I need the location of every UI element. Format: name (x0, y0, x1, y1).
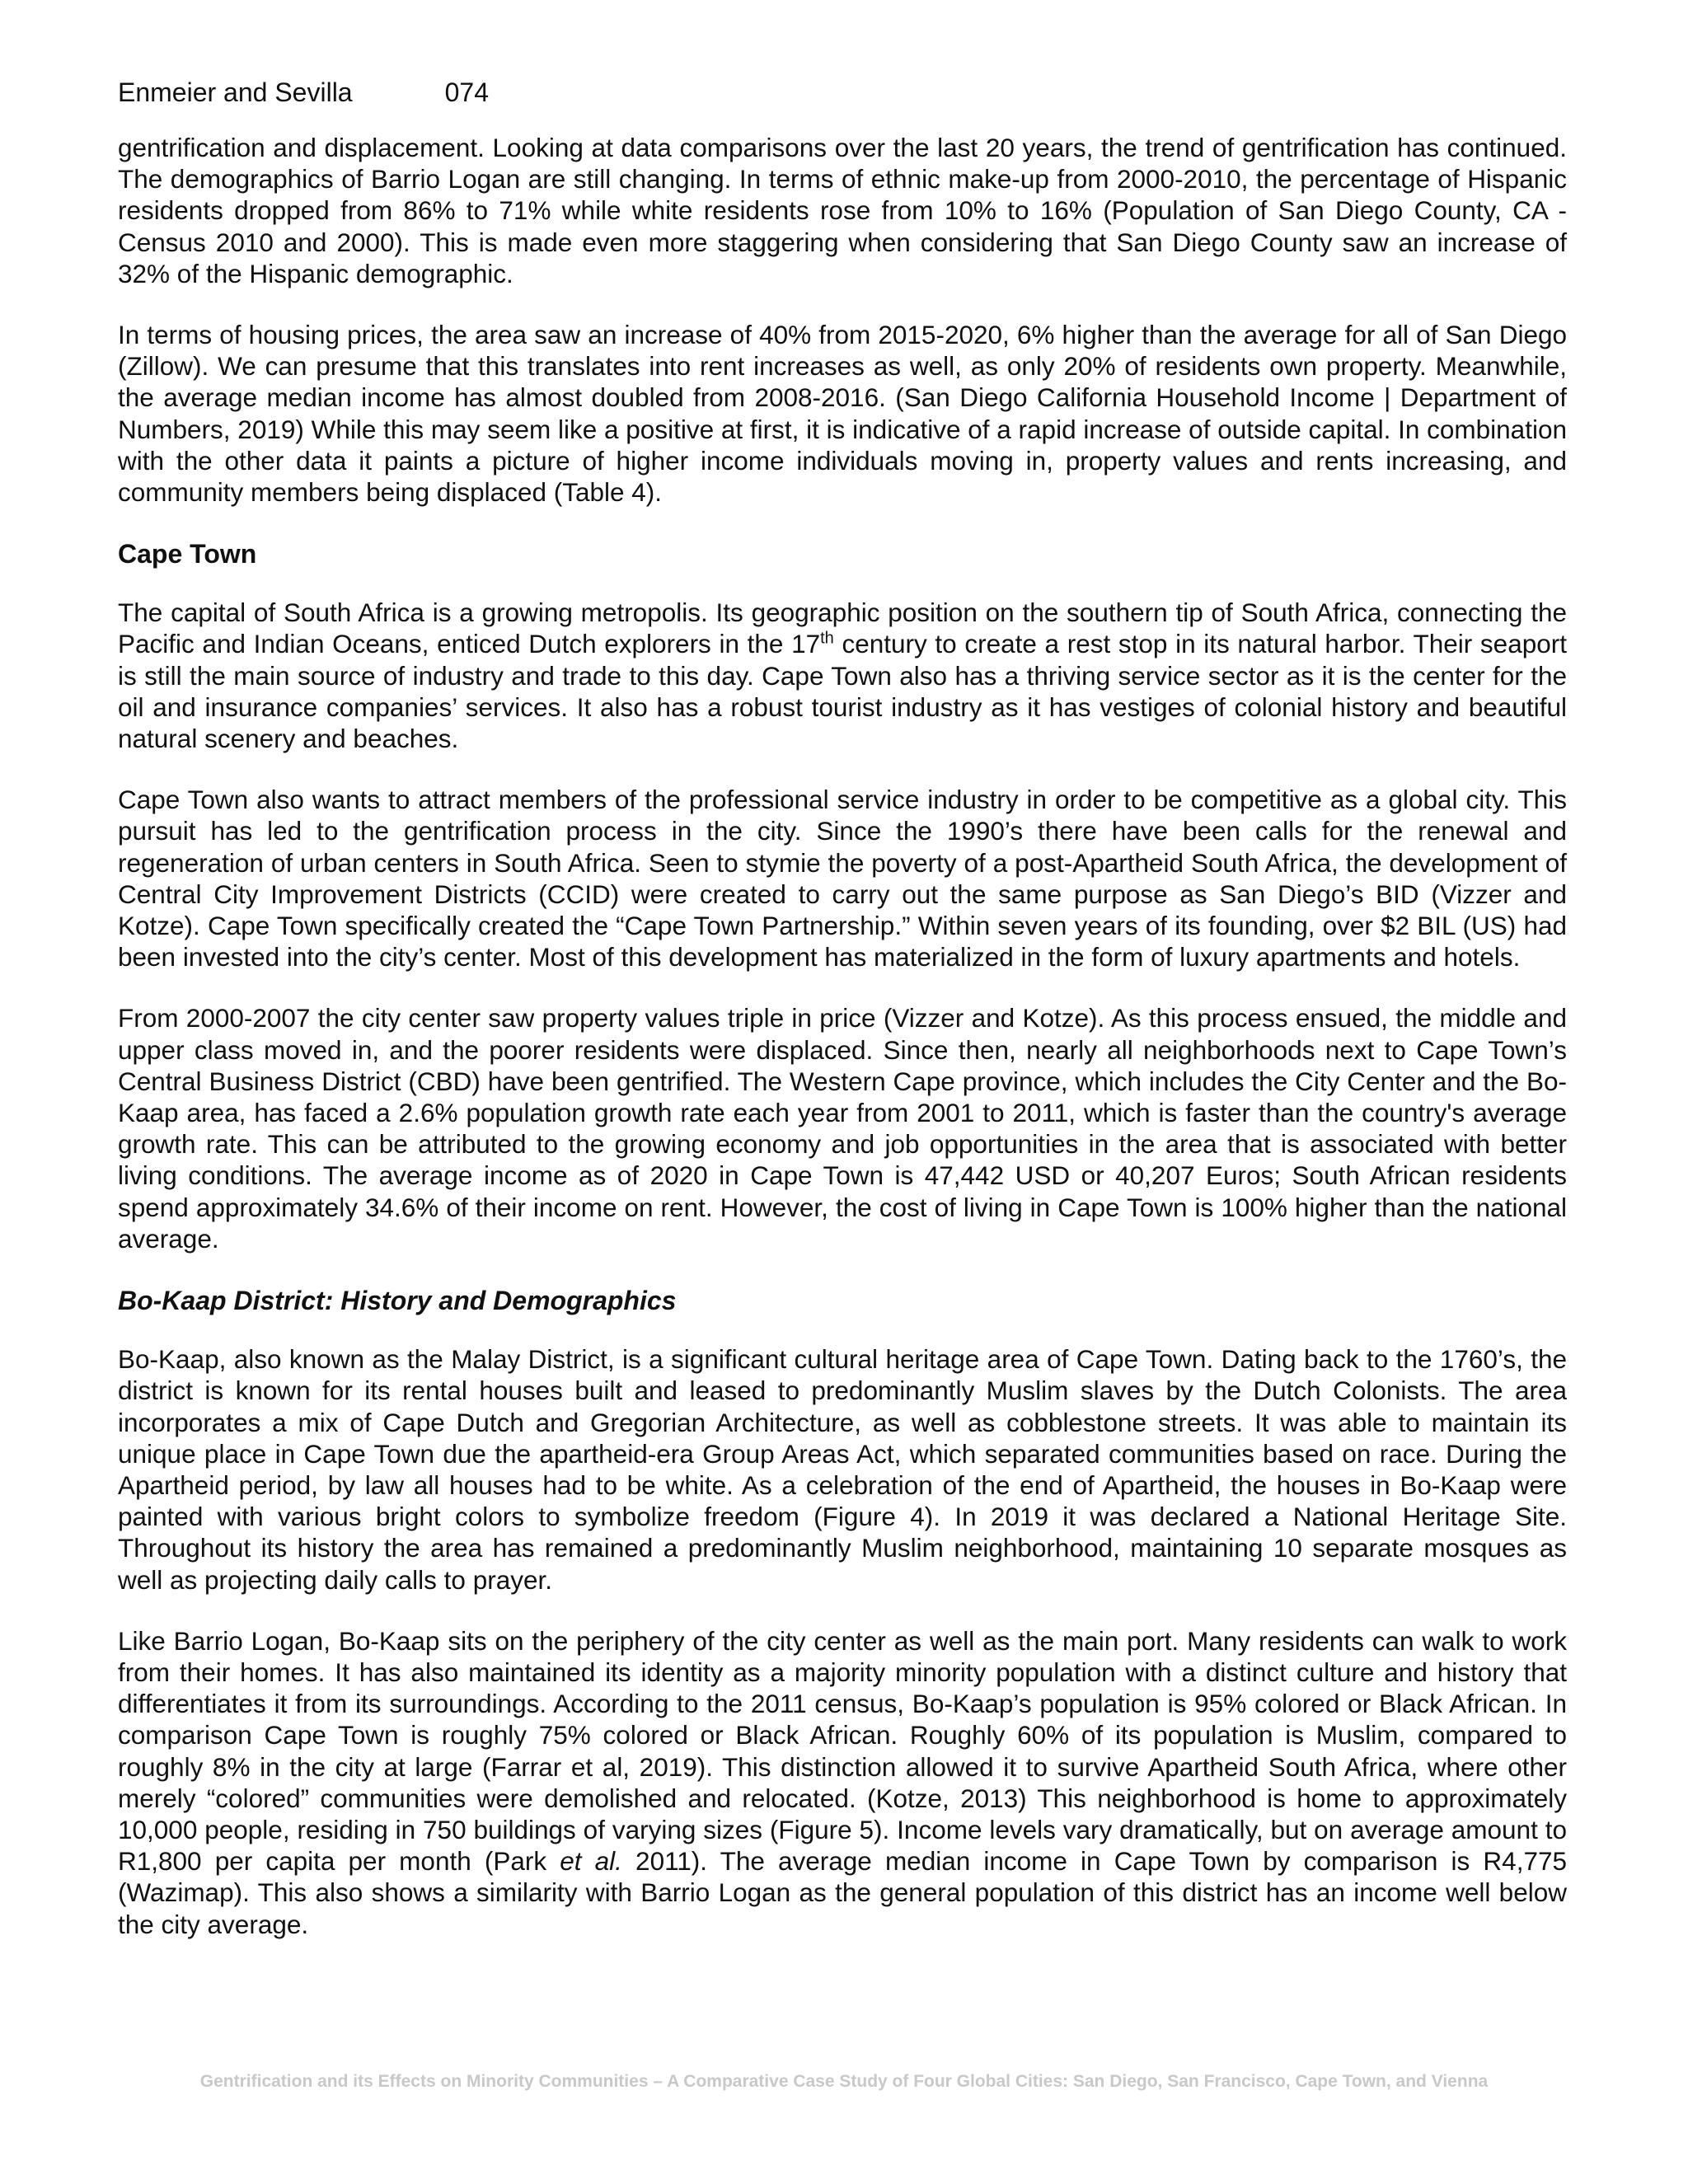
p3-superscript: th (820, 629, 834, 648)
p3-text-before: The capital of South Africa is a growing metropolis. Its geographic position on the southern tip of South Africa, connecting the Pacific and Indian Oceans, enticed Dutch explorers in the 17 (118, 598, 1567, 659)
running-footer: Gentrification and its Effects on Minority Communities – A Comparative Case Study of Four Global Cities: San Diego, San Francisco, Cape Town, and Vienna (199, 2072, 1489, 2091)
running-header (118, 76, 1567, 109)
header-authors: Enmeier and Sevilla (118, 77, 353, 107)
subsection-heading-bo-kaap: Bo-Kaap District: History and Demographics (118, 1286, 677, 1316)
paragraph-cape-town-intro (118, 597, 1567, 754)
paragraph-bo-kaap-history: Bo-Kaap, also known as the Malay District, is a significant cultural heritage area of Cape Town. Dating back to the 1760’s, the district is known for its rental houses built and leased to predominantly Muslim slaves by the Dutch Colonists. The area incorporates a mix of Cape Dutch and Gregorian Architecture, as well as cobblestone streets. It was able to maintain its unique place in Cape Town due the apartheid-era Group Areas Act, which separated communities based on race. During the Apartheid period, by law all houses had to be white. As a celebration of the end of Apartheid, the houses in Bo-Kaap were painted with various bright colors to symbolize freedom (Figure 4). In 2019 it was declared a National Heritage Site. Throughout its history the area has remained a predominantly Muslim neighborhood, maintaining 10 separate mosques as well as projecting daily calls to prayer. (118, 1344, 1567, 1595)
page-number: 074 (444, 77, 489, 107)
p7-text-before: Like Barrio Logan, Bo-Kaap sits on the periphery of the city center as well as the main port. Many residents can walk to work from their homes. It has also maintained its identity as a majority minority population with a distinct culture and history that differentiates it from its surroundings. According to the 2011 census, Bo-Kaap’s population is 95% colored or Black African. In comparison Cape Town is roughly 75% colored or Black African. Roughly 60% of its population is Muslim, compared to roughly 8% in the city at large (Farrar et al, 2019). This distinction allowed it to survive Apartheid South Africa, where other merely “colored” communities were demolished and relocated. (Kotze, 2013) This neighborhood is home to approximately 10,000 people, residing in 750 buildings of varying sizes (Figure 5). Income levels vary dramatically, but on average amount to R1,800 per capita per month (Park (118, 1625, 1567, 1877)
p7-italic: et al. (560, 1846, 622, 1877)
p3-text-after: century to create a rest stop in its natural harbor. Their seaport is still the main source of industry and trade to this day. Cape Town also has a thriving service sector as it is the center for the oil and insurance companies’ services. It also has a robust tourist industry as it has vestiges of colonial history and beautiful natural scenery and beaches. (118, 629, 1568, 754)
paragraph-housing-prices: In terms of housing prices, the area saw an increase of 40% from 2015-2020, 6% higher than the average for all of San Diego (Zillow). We can presume that this translates into rent increases as well, as only 20% of residents own property. Meanwhile, the average median income has almost doubled from 2008-2016. (San Diego California Household Income | Department of Numbers, 2019) While this may seem like a positive at first, it is indicative of a rapid increase of outside capital. In combination with the other data it paints a picture of higher income individuals moving in, property values and rents increasing, and community members being displaced (Table 4). (118, 320, 1567, 508)
page-body (118, 76, 1567, 1970)
paragraph-cape-town-property-values: From 2000-2007 the city center saw property values triple in price (Vizzer and Kotze). As this process ensued, the middle and upper class moved in, and the poorer residents were displaced. Since then, nearly all neighborhoods next to Cape Town’s Central Business District (CBD) have been gentrified. The Western Cape province, which includes the City Center and the Bo-Kaap area, has faced a 2.6% population growth rate each year from 2001 to 2011, which is faster than the country's average growth rate. This can be attributed to the growing economy and job opportunities in the area that is associated with better living conditions. The average income as of 2020 in Cape Town is 47,442 USD or 40,207 Euros; South African residents spend approximately 34.6% of their income on rent. However, the cost of living in Cape Town is 100% higher than the national average. (118, 1003, 1567, 1254)
paragraph-cape-town-professional-service: Cape Town also wants to attract members of the professional service industry in order to be competitive as a global city. This pursuit has led to the gentrification process in the city. Since the 1990’s there have been calls for the renewal and regeneration of urban centers in South Africa. Seen to stymie the poverty of a post-Apartheid South Africa, the development of Central City Improvement Districts (CCID) were created to carry out the same purpose as San Diego’s BID (Vizzer and Kotze). Cape Town specifically created the “Cape Town Partnership.” Within seven years of its founding, over $2 BIL (US) had been invested into the city’s center. Most of this development has materialized in the form of luxury apartments and hotels. (118, 785, 1567, 972)
paragraph-bo-kaap-comparison (118, 1625, 1567, 1940)
p7-text-after: 2011). The average median income in Cape Town by comparison is R4,775 (Wazimap). This also shows a similarity with Barrio Logan as the general population of this district has an income well below the city average. (118, 1846, 1567, 1939)
section-heading-cape-town: Cape Town (118, 539, 257, 569)
paragraph-gentrification-demographics: gentrification and displacement. Looking at data comparisons over the last 20 years, the trend of gentrification has continued. The demographics of Barrio Logan are still changing. In terms of ethnic make-up from 2000-2010, the percentage of Hispanic residents dropped from 86% to 71% while white residents rose from 10% to 16% (Population of San Diego County, CA - Census 2010 and 2000). This is made even more staggering when considering that San Diego County saw an increase of 32% of the Hispanic demographic. (118, 133, 1567, 288)
